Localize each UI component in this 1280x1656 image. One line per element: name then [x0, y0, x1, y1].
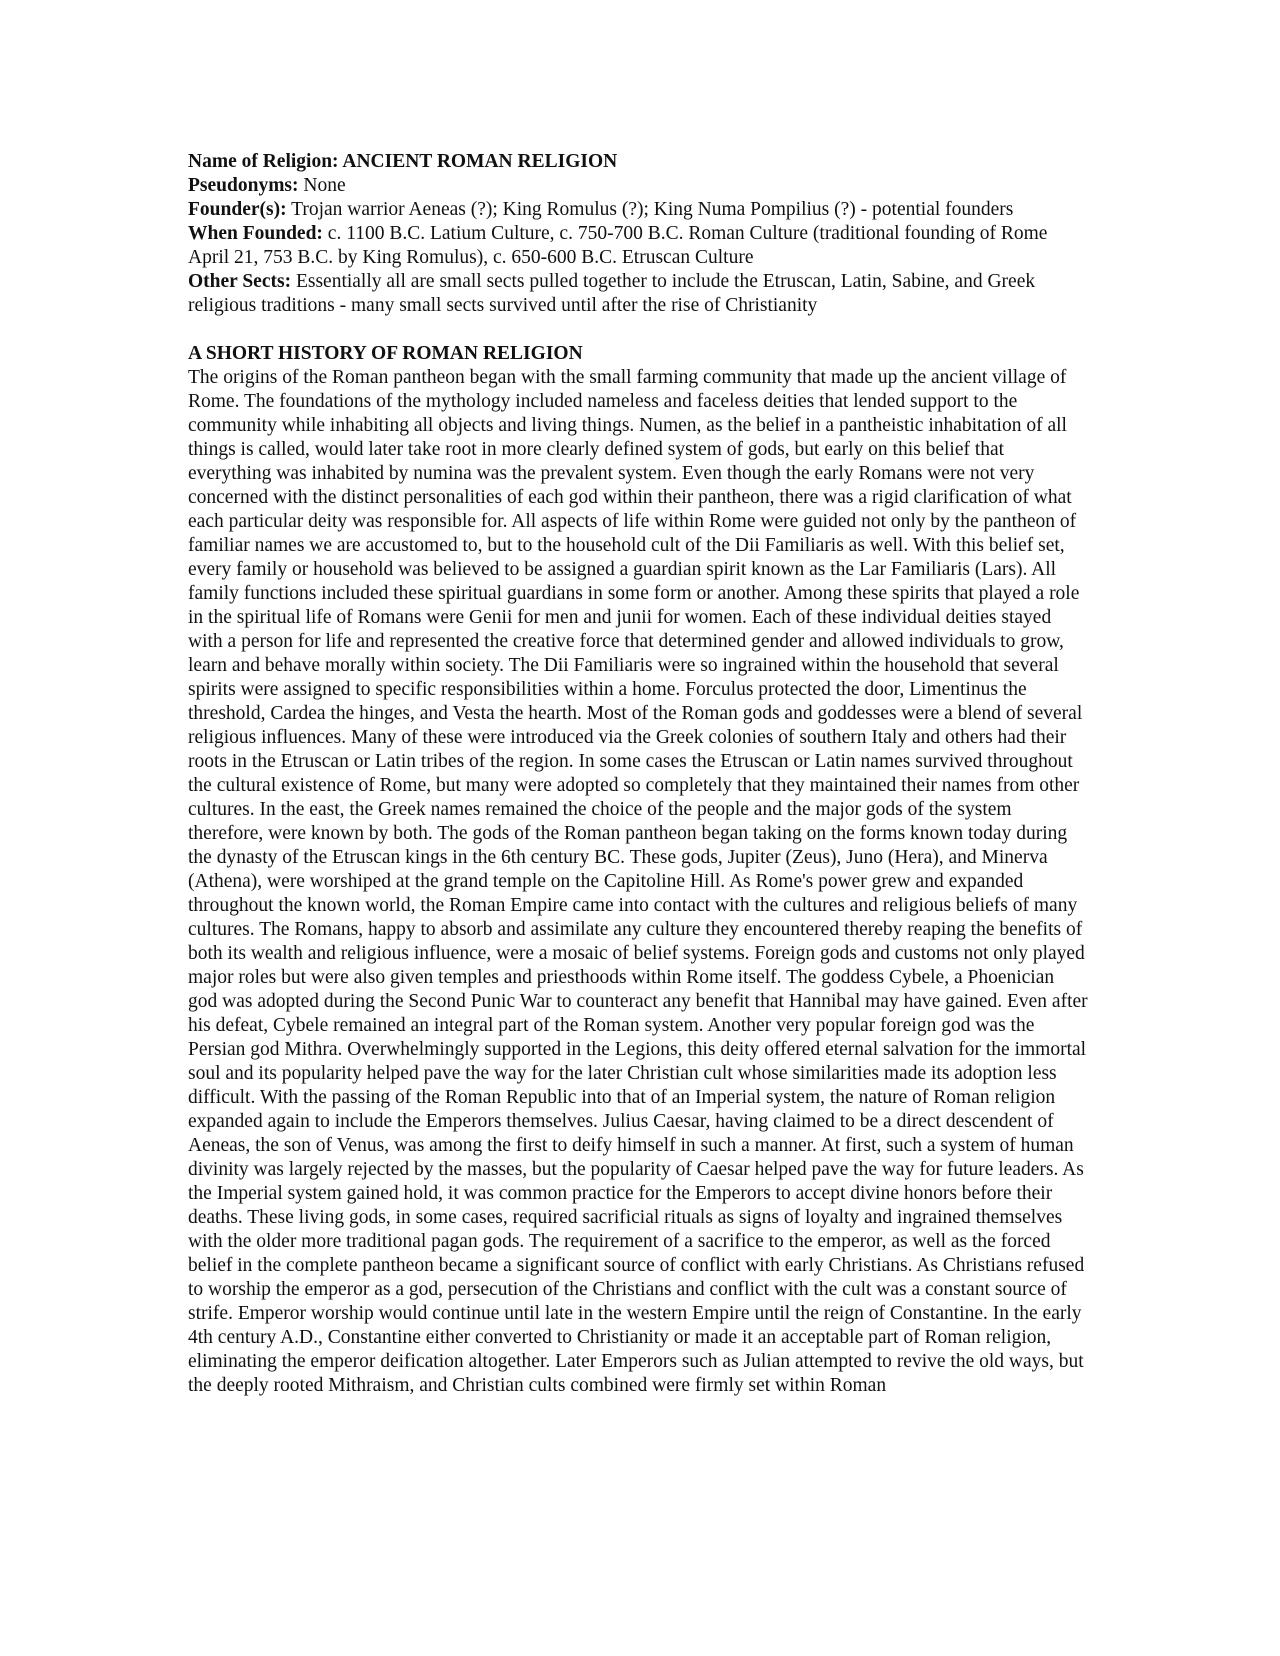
- field-value: ANCIENT ROMAN RELIGION: [338, 151, 618, 172]
- field-label: Name of Religion:: [188, 151, 339, 172]
- field-other-sects: [188, 270, 1088, 318]
- section-spacer: [188, 318, 1088, 342]
- field-founders: [188, 198, 1088, 222]
- field-value: Essentially all are small sects pulled together to include the Etruscan, Latin, Sabine, and Greek religious traditions - many small sects survived until after the rise of Christianity: [188, 271, 1036, 316]
- field-when-founded: [188, 222, 1088, 270]
- field-name-of-religion: [188, 150, 1088, 174]
- field-value: c. 1100 B.C. Latium Culture, c. 750-700 B.C. Roman Culture (traditional founding of Rome April 21, 753 B.C. by King Romulus), c. 650-600 B.C. Etruscan Culture: [188, 223, 1048, 268]
- section-body: The origins of the Roman pantheon began with the small farming community that made up the ancient village of Rome. The foundations of the mythology included nameless and faceless deities that lended support to the community while inhabiting all objects and living things. Numen, as the belief in a pantheistic inhabitation of all things is called, would later take root in more clearly defined system of gods, but early on this belief that everything was inhabited by numina was the prevalent system. Even though the early Romans were not very concerned with the distinct personalities of each god within their pantheon, there was a rigid clarification of what each particular deity was responsible for. All aspects of life within Rome were guided not only by the pantheon of familiar names we are accustomed to, but to the household cult of the Dii Familiaris as well. With this belief set, every family or household was believed to be assigned a guardian spirit known as the Lar Familiaris (Lars). All family functions included these spiritual guardians in some form or another. Among these spirits that played a role in the spiritual life of Romans were Genii for men and junii for women. Each of these individual deities stayed with a person for life and represented the creative force that determined gender and allowed individuals to grow, learn and behave morally within society. The Dii Familiaris were so ingrained within the household that several spirits were assigned to specific responsibilities within a home. Forculus protected the door, Limentinus the threshold, Cardea the hinges, and Vesta the hearth. Most of the Roman gods and goddesses were a blend of several religious influences. Many of these were introduced via the Greek colonies of southern Italy and others had their roots in the Etruscan or Latin tribes of the region. In some cases the Etruscan or Latin names survived throughout the cultural existence of Rome, but many were adopted so completely that they maintained their names from other cultures. In the east, the Greek names remained the choice of the people and the major gods of the system therefore, were known by both. The gods of the Roman pantheon began taking on the forms known today during the dynasty of the Etruscan kings in the 6th century BC. These gods, Jupiter (Zeus), Juno (Hera), and Minerva (Athena), were worshiped at the grand temple on the Capitoline Hill. As Rome's power grew and expanded throughout the known world, the Roman Empire came into contact with the cultures and religious beliefs of many cultures. The Romans, happy to absorb and assimilate any culture they encountered thereby reaping the benefits of both its wealth and religious influence, were a mosaic of belief systems. Foreign gods and customs not only played major roles but were also given temples and priesthoods within Rome itself. The goddess Cybele, a Phoenician god was adopted during the Second Punic War to counteract any benefit that Hannibal may have gained. Even after his defeat, Cybele remained an integral part of the Roman system. Another very popular foreign god was the Persian god Mithra. Overwhelmingly supported in the Legions, this deity offered eternal salvation for the immortal soul and its popularity helped pave the way for the later Christian cult whose similarities made its adoption less difficult. With the passing of the Roman Republic into that of an Imperial system, the nature of Roman religion expanded again to include the Emperors themselves. Julius Caesar, having claimed to be a direct descendent of Aeneas, the son of Venus, was among the first to deify himself in such a manner. At first, such a system of human divinity was largely rejected by the masses, but the popularity of Caesar helped pave the way for future leaders. As the Imperial system gained hold, it was common practice for the Emperors to accept divine honors before their deaths. These living gods, in some cases, required sacrificial rituals as signs of loyalty and ingrained themselves with the older more traditional pagan gods. The requirement of a sacrifice to the emperor, as well as the forced belief in the complete pantheon became a significant source of conflict with early Christians. As Christians refused to worship the emperor as a god, persecution of the Christians and conflict with the cult was a constant source of strife. Emperor worship would continue until late in the western Empire until the reign of Constantine. In the early 4th century A.D., Constantine either converted to Christianity or made it an acceptable part of Roman religion, eliminating the emperor deification altogether. Later Emperors such as Julian attempted to revive the old ways, but the deeply rooted Mithraism, and Christian cults combined were firmly set within Roman: [188, 367, 1088, 1396]
- section-heading: A SHORT HISTORY OF ROMAN RELIGION: [188, 343, 583, 364]
- field-label: When Founded:: [188, 223, 323, 244]
- field-pseudonyms: [188, 174, 1088, 198]
- field-label: Founder(s):: [188, 199, 287, 220]
- field-value: None: [298, 175, 346, 196]
- field-label: Pseudonyms:: [188, 175, 299, 196]
- document-page: [188, 150, 1088, 1398]
- field-value: Trojan warrior Aeneas (?); King Romulus (?); King Numa Pompilius (?) - potential founders: [286, 199, 1014, 220]
- field-label: Other Sects:: [188, 271, 292, 292]
